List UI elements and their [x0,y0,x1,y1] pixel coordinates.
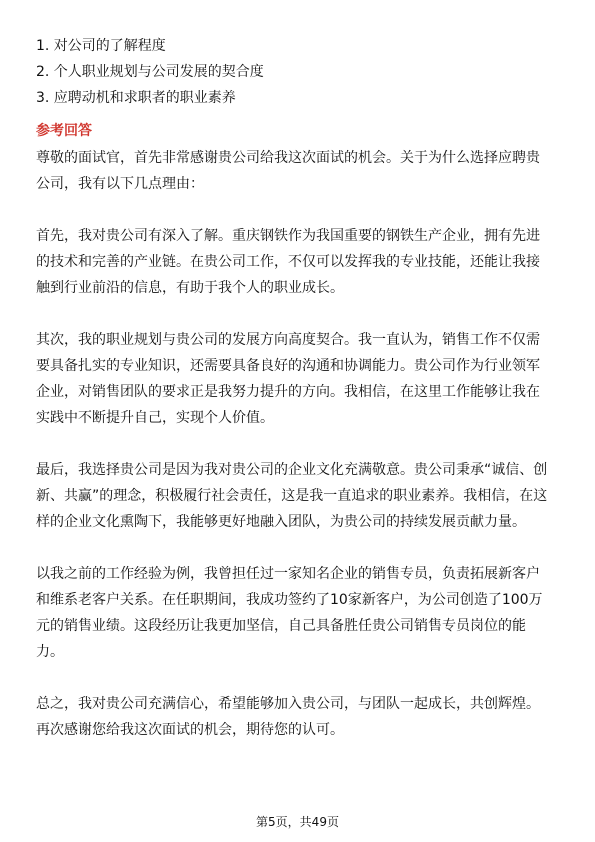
paragraph-second-reason [36,327,560,431]
text-line: 最后，我选择贵公司是因为我对贵公司的企业文化充满敬意。贵公司秉承“诚信、创 [36,462,548,478]
text-line: 触到行业前沿的信息，有助于我个人的职业成长。 [36,280,344,296]
paragraph-first-reason [36,223,560,301]
text-line: 以我之前的工作经验为例，我曾担任过一家知名企业的销售专员，负责拓展新客户 [36,566,540,582]
paragraph-conclusion [36,691,560,743]
text-line: 首先，我对贵公司有深入了解。重庆钢铁作为我国重要的钢铁生产企业，拥有先进 [36,228,540,244]
reference-answer-heading: 参考回答 [36,123,92,139]
criteria-item: 2. 个人职业规划与公司发展的契合度 [36,64,264,80]
text-line: 力。 [36,644,64,660]
answer-body [36,145,560,769]
text-line: 其次，我的职业规划与贵公司的发展方向高度契合。我一直认为，销售工作不仅需 [36,332,540,348]
text-line: 要具备扎实的专业知识，还需要具备良好的沟通和协调能力。贵公司作为行业领军 [36,358,540,374]
text-line: 公司，我有以下几点理由： [36,176,204,192]
text-line: 和维系老客户关系。在任职期间，我成功签约了10家新客户，为公司创造了100万 [36,592,543,608]
paragraph-greeting [36,145,560,197]
criteria-item: 1. 对公司的了解程度 [36,38,166,54]
criteria-item: 3. 应聘动机和求职者的职业素养 [36,90,236,106]
text-line: 新、共赢”的理念，积极履行社会责任，这是我一直追求的职业素养。我相信，在这 [36,488,548,504]
text-line: 再次感谢您给我这次面试的机会，期待您的认可。 [36,722,344,738]
text-line: 元的销售业绩。这段经历让我更加坚信，自己具备胜任贵公司销售专员岗位的能 [36,618,526,634]
text-line: 实践中不断提升自己，实现个人价值。 [36,410,274,426]
text-line: 企业，对销售团队的要求正是我努力提升的方向。我相信，在这里工作能够让我在 [36,384,540,400]
text-line: 尊敬的面试官，首先非常感谢贵公司给我这次面试的机会。关于为什么选择应聘贵 [36,150,540,166]
text-line: 样的企业文化熏陶下，我能够更好地融入团队，为贵公司的持续发展贡献力量。 [36,514,526,530]
paragraph-experience [36,561,560,665]
text-line: 总之，我对贵公司充满信心，希望能够加入贵公司，与团队一起成长，共创辉煌。 [36,696,540,712]
evaluation-criteria-list [36,33,556,111]
paragraph-third-reason [36,457,560,535]
page-number-footer: 第5页，共49页 [256,815,339,829]
text-line: 的技术和完善的产业链。在贵公司工作，不仅可以发挥我的专业技能，还能让我接 [36,254,540,270]
